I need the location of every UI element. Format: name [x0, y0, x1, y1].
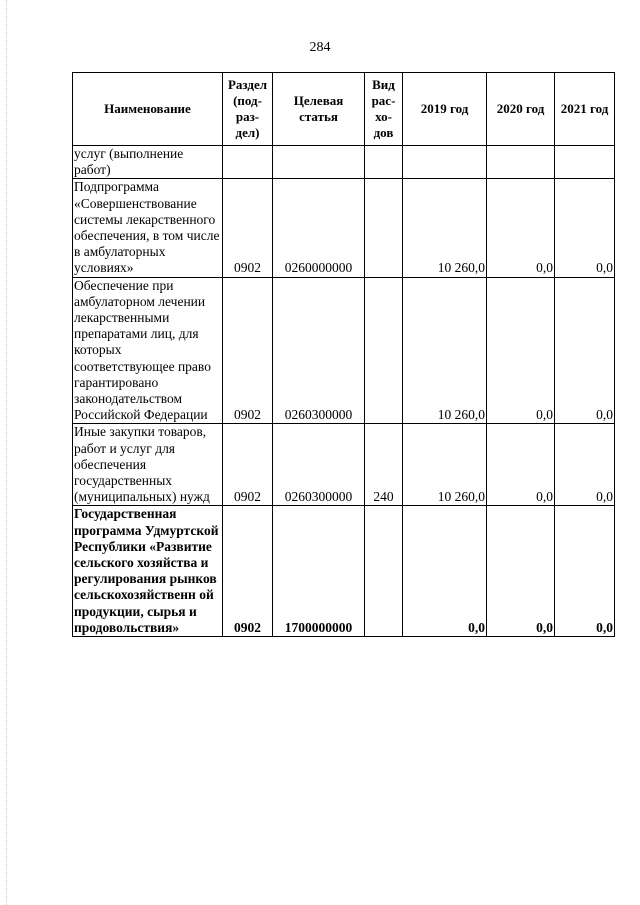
row-name: Обеспечение при амбулаторном лечении лекарственными препаратами лиц, для которых соответствующее право гарантировано законодательством Российской Федерации [73, 277, 223, 424]
row-section: 0902 [223, 277, 273, 424]
row-name: Государственная программа Удмуртской Республики «Развитие сельского хозяйства и регулирования рынков сельскохозяйственн ой продукции, сырья и продовольствия» [73, 506, 223, 637]
row-2020: 0,0 [487, 179, 555, 277]
row-2019: 10 260,0 [403, 277, 487, 424]
row-expense: 240 [365, 424, 403, 506]
row-2019: 0,0 [403, 506, 487, 637]
table-row [73, 506, 615, 637]
row-expense [365, 179, 403, 277]
row-name: Подпрограмма «Совершенствование системы лекарственного обеспечения, в том числе в амбулаторных условиях» [73, 179, 223, 277]
row-target: 0260000000 [273, 179, 365, 277]
header-expense: Вид рас-хо-дов [365, 73, 403, 146]
row-target: 0260300000 [273, 277, 365, 424]
row-section [223, 146, 273, 179]
budget-table [72, 72, 615, 637]
row-2020: 0,0 [487, 424, 555, 506]
row-section: 0902 [223, 179, 273, 277]
table-row [73, 179, 615, 277]
header-2020: 2020 год [487, 73, 555, 146]
table-row [73, 146, 615, 179]
row-2019: 10 260,0 [403, 424, 487, 506]
header-2019: 2019 год [403, 73, 487, 146]
row-expense [365, 506, 403, 637]
row-2021: 0,0 [555, 506, 615, 637]
row-target: 0260300000 [273, 424, 365, 506]
header-row [73, 73, 615, 146]
row-2021: 0,0 [555, 179, 615, 277]
row-2019 [403, 146, 487, 179]
row-target: 1700000000 [273, 506, 365, 637]
scan-edge-mark [6, 0, 8, 905]
table-row [73, 277, 615, 424]
row-expense [365, 146, 403, 179]
row-section: 0902 [223, 424, 273, 506]
row-name: Иные закупки товаров, работ и услуг для обеспечения государственных (муниципальных) нужд [73, 424, 223, 506]
row-2020 [487, 146, 555, 179]
row-2021 [555, 146, 615, 179]
row-2020: 0,0 [487, 506, 555, 637]
row-2021: 0,0 [555, 277, 615, 424]
row-expense [365, 277, 403, 424]
header-section: Раздел (под-раз-дел) [223, 73, 273, 146]
row-2020: 0,0 [487, 277, 555, 424]
row-2019: 10 260,0 [403, 179, 487, 277]
row-2021: 0,0 [555, 424, 615, 506]
header-target: Целевая статья [273, 73, 365, 146]
row-name: услуг (выполнение работ) [73, 146, 223, 179]
table-row [73, 424, 615, 506]
row-section: 0902 [223, 506, 273, 637]
header-2021: 2021 год [555, 73, 615, 146]
row-target [273, 146, 365, 179]
page-number: 284 [309, 40, 331, 55]
header-name: Наименование [73, 73, 223, 146]
